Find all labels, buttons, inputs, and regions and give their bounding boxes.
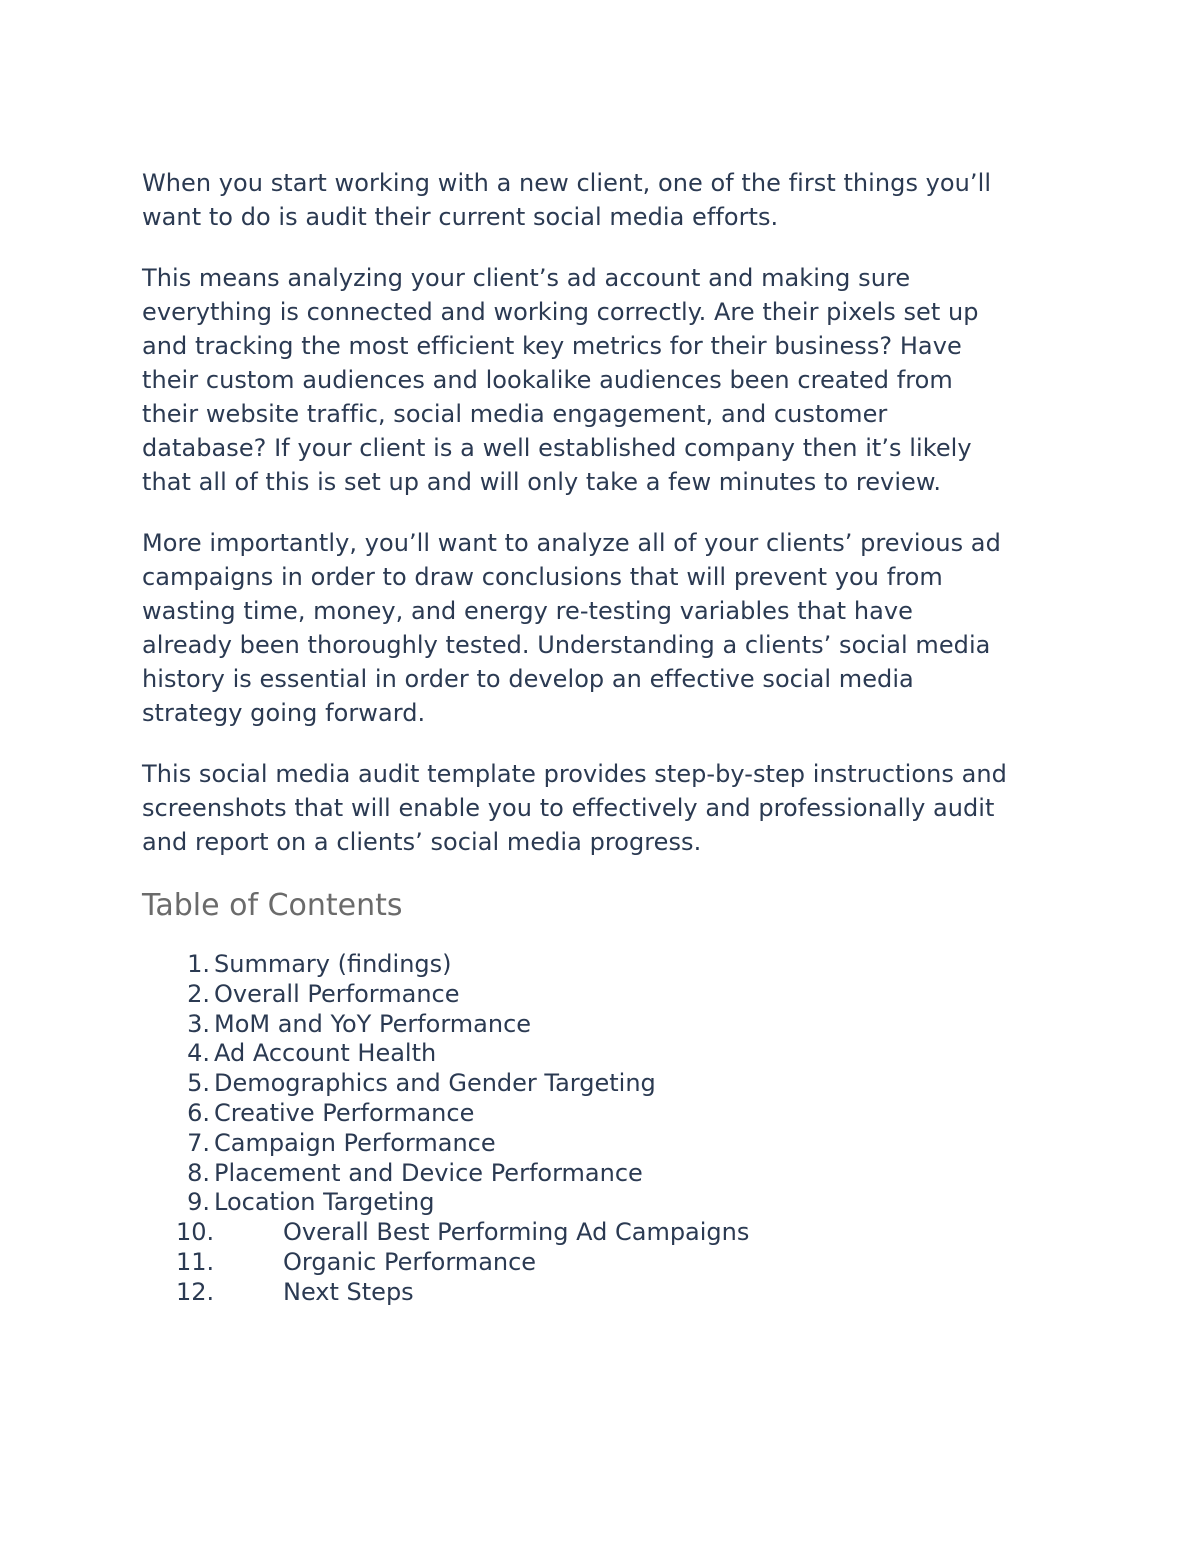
toc-item-label: Campaign Performance	[214, 1128, 496, 1157]
toc-item-label: Creative Performance	[214, 1098, 475, 1127]
toc-item	[142, 1248, 1077, 1278]
toc-item-label: Organic Performance	[283, 1247, 537, 1276]
toc-item-number: 7.	[187, 1128, 210, 1157]
toc-item	[142, 1069, 1077, 1099]
toc-item-number: 6.	[187, 1098, 210, 1127]
toc-item-label: Summary (findings)	[214, 950, 452, 978]
toc-item	[142, 1039, 1077, 1069]
toc-item-number: 10.	[176, 1218, 215, 1247]
toc-item-number: 8.	[187, 1158, 210, 1187]
toc-item	[142, 1010, 1077, 1040]
toc-item-label: Demographics and Gender Targeting	[214, 1069, 656, 1098]
template-description-paragraph: This social media audit template provides step-by-step instructions and screenshots that will enable you to effectively and professionally audit and report on a clients’ social media progress.	[142, 760, 1007, 856]
toc-item	[142, 1099, 1077, 1129]
toc-item	[142, 950, 1077, 980]
toc-item-number: 12.	[176, 1277, 215, 1306]
toc-item-number: 5.	[187, 1069, 210, 1098]
toc-item-label: Placement and Device Performance	[214, 1158, 643, 1187]
toc-list	[142, 950, 1077, 1308]
toc-item-label: Ad Account Health	[214, 1039, 437, 1068]
toc-item	[142, 980, 1077, 1010]
toc-item	[142, 1159, 1077, 1189]
toc-item-number: 4.	[187, 1039, 210, 1068]
toc-item-number: 2.	[187, 979, 210, 1008]
toc-item-label: Overall Best Performing Ad Campaigns	[283, 1218, 750, 1247]
toc-item-number: 9.	[187, 1188, 210, 1217]
toc-item-label: Overall Performance	[214, 979, 460, 1008]
intro-paragraph: When you start working with a new client, one of the first things you’ll want to do is audit their current social media efforts.	[142, 169, 992, 231]
toc-item	[142, 1218, 1077, 1248]
toc-heading: Table of Contents	[142, 888, 403, 923]
campaign-analysis-paragraph: More importantly, you’ll want to analyze all of your clients’ previous ad campaigns in order to draw conclusions that will prevent you from wasting time, money, and energy re-testing variables that have already been thoroughly tested. Understanding a clients’ social media history is essential in order to develop an effective social media strategy going forward.	[142, 529, 1001, 727]
toc-item	[142, 1188, 1077, 1218]
ad-account-paragraph: This means analyzing your client’s ad account and making sure everything is connected and working correctly. Are their pixels set up and tracking the most efficient key metrics for their business? Have their custom audiences and lookalike audiences been created from their website traffic, social media engagement, and customer database? If your client is a well established company then it’s likely that all of this is set up and will only take a few minutes to review.	[142, 264, 979, 496]
toc-item	[142, 1129, 1077, 1159]
document-page	[142, 166, 1077, 1308]
toc-item	[142, 1278, 1077, 1308]
toc-item-label: MoM and YoY Performance	[214, 1009, 532, 1038]
toc-item-number: 3.	[187, 1009, 210, 1038]
toc-item-number: 1.	[187, 950, 210, 978]
toc-item-label: Next Steps	[283, 1277, 414, 1306]
toc-item-label: Location Targeting	[214, 1188, 435, 1217]
toc-item-number: 11.	[176, 1247, 215, 1276]
